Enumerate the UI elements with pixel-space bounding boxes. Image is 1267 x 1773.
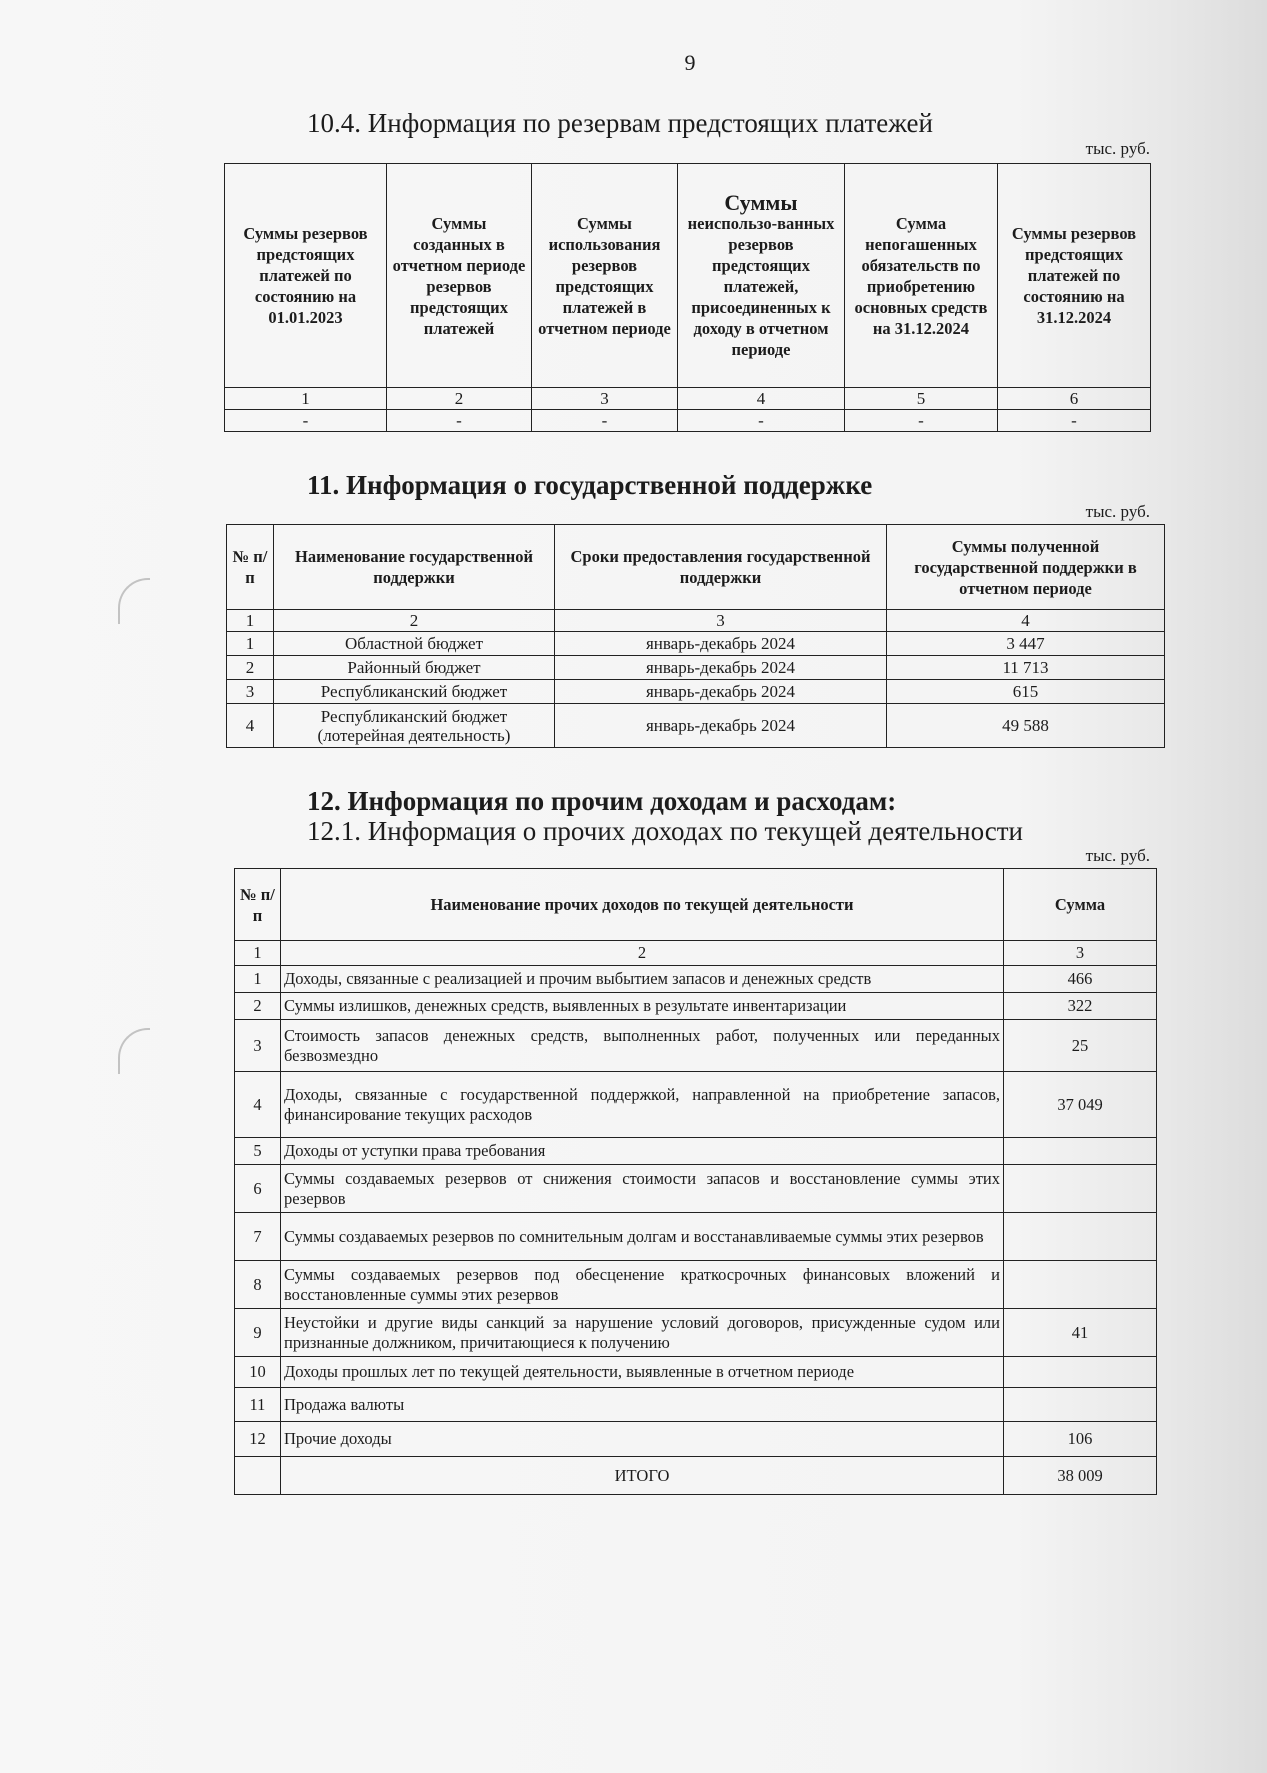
column-number: 2 — [387, 388, 532, 410]
income-name: Продажа валюты — [281, 1388, 1004, 1422]
header-cell: Наименование государственной поддержки — [274, 525, 555, 610]
income-name: Суммы создаваемых резервов под обесценение краткосрочных финансовых вложений и восстановленные суммы этих резервов — [281, 1261, 1004, 1309]
table-row — [235, 993, 1157, 1020]
table-cell: - — [678, 410, 845, 432]
income-name: Доходы, связанные с государственной поддержкой, направленной на приобретение запасов, финансирование текущих расходов — [281, 1072, 1004, 1138]
header-cell: Суммы полученной государственной поддержки в отчетном периоде — [887, 525, 1165, 610]
row-number: 3 — [235, 1020, 281, 1072]
section-10-4-unit: тыс. руб. — [1085, 139, 1150, 158]
column-number: 3 — [1004, 941, 1157, 966]
section-12-1-unit: тыс. руб. — [1085, 846, 1150, 865]
table-row — [235, 1309, 1157, 1357]
column-number: 4 — [887, 610, 1165, 632]
table-cell — [235, 1457, 281, 1495]
support-name: Республиканский бюджет (лотерейная деятельность) — [274, 704, 555, 748]
income-name: Суммы создаваемых резервов от снижения стоимости запасов и восстановление суммы этих резервов — [281, 1165, 1004, 1213]
header-cell: № п/п — [235, 869, 281, 941]
header-cell: Сумма — [1004, 869, 1157, 941]
income-name: Прочие доходы — [281, 1422, 1004, 1457]
row-number: 9 — [235, 1309, 281, 1357]
row-number: 11 — [235, 1388, 281, 1422]
header-cell: Наименование прочих доходов по текущей деятельности — [281, 869, 1004, 941]
support-period: январь-декабрь 2024 — [555, 680, 887, 704]
support-name: Районный бюджет — [274, 656, 555, 680]
income-amount — [1004, 1261, 1157, 1309]
income-name: Неустойки и другие виды санкций за нарушение условий договоров, присужденные судом или признанные должником, причитающиеся к получению — [281, 1309, 1004, 1357]
row-number: 7 — [235, 1213, 281, 1261]
reserves-table — [224, 163, 1151, 432]
income-amount — [1004, 1213, 1157, 1261]
table-row — [235, 1165, 1157, 1213]
income-amount: 37 049 — [1004, 1072, 1157, 1138]
table-cell: - — [845, 410, 998, 432]
column-number: 1 — [235, 941, 281, 966]
income-amount: 106 — [1004, 1422, 1157, 1457]
row-number: 2 — [227, 656, 274, 680]
column-number: 6 — [998, 388, 1151, 410]
column-number-row — [225, 388, 1151, 410]
table-row — [235, 1261, 1157, 1309]
row-number: 1 — [227, 632, 274, 656]
income-amount: 25 — [1004, 1020, 1157, 1072]
header-cell: Сумма непогашенных обязательств по приобретению основных средств на 31.12.2024 — [845, 164, 998, 388]
row-number: 4 — [227, 704, 274, 748]
header-cell: № п/п — [227, 525, 274, 610]
table-row — [235, 966, 1157, 993]
income-name: Доходы, связанные с реализацией и прочим выбытием запасов и денежных средств — [281, 966, 1004, 993]
state-support-table — [226, 524, 1165, 748]
section-10-4-title: 10.4. Информация по резервам предстоящих платежей — [307, 108, 933, 138]
income-amount: 466 — [1004, 966, 1157, 993]
row-number: 2 — [235, 993, 281, 1020]
column-number: 1 — [225, 388, 387, 410]
section-12-1-title: 12.1. Информация о прочих доходах по текущей деятельности — [307, 816, 1024, 846]
table-header-row — [225, 164, 1151, 388]
income-amount — [1004, 1357, 1157, 1388]
row-number: 6 — [235, 1165, 281, 1213]
table-cell: - — [532, 410, 678, 432]
row-number: 5 — [235, 1138, 281, 1165]
table-row — [235, 1138, 1157, 1165]
income-amount — [1004, 1138, 1157, 1165]
column-number: 2 — [274, 610, 555, 632]
column-number: 1 — [227, 610, 274, 632]
table-cell: - — [225, 410, 387, 432]
income-amount — [1004, 1388, 1157, 1422]
header-cell-top: Суммы — [724, 189, 798, 215]
header-cell — [678, 164, 845, 388]
row-number: 3 — [227, 680, 274, 704]
section-11-unit: тыс. руб. — [1085, 502, 1150, 521]
section-11-title: 11. Информация о государственной поддержке — [307, 470, 873, 500]
income-amount: 322 — [1004, 993, 1157, 1020]
income-name: Доходы прошлых лет по текущей деятельности, выявленные в отчетном периоде — [281, 1357, 1004, 1388]
income-name: Доходы от уступки права требования — [281, 1138, 1004, 1165]
support-amount: 3 447 — [887, 632, 1165, 656]
income-amount: 41 — [1004, 1309, 1157, 1357]
row-number: 1 — [235, 966, 281, 993]
row-number: 12 — [235, 1422, 281, 1457]
support-amount: 11 713 — [887, 656, 1165, 680]
column-number-row — [227, 610, 1165, 632]
income-amount — [1004, 1165, 1157, 1213]
column-number: 5 — [845, 388, 998, 410]
header-cell-rest: неиспользо-ванных резервов предстоящих платежей, присоединенных к доходу в отчетном периоде — [687, 213, 835, 359]
table-row — [227, 680, 1165, 704]
table-row — [227, 632, 1165, 656]
header-cell: Суммы резервов предстоящих платежей по состоянию на 31.12.2024 — [998, 164, 1151, 388]
income-name: Суммы излишков, денежных средств, выявленных в результате инвентаризации — [281, 993, 1004, 1020]
table-row — [235, 1357, 1157, 1388]
table-row — [227, 704, 1165, 748]
income-name: Суммы создаваемых резервов по сомнительным долгам и восстанавливаемые суммы этих резервов — [281, 1213, 1004, 1261]
table-row — [235, 1422, 1157, 1457]
column-number-row — [235, 941, 1157, 966]
page-number: 9 — [684, 50, 696, 75]
support-period: январь-декабрь 2024 — [555, 704, 887, 748]
row-number: 8 — [235, 1261, 281, 1309]
section-12-title: 12. Информация по прочим доходам и расходам: — [307, 786, 897, 816]
total-row — [235, 1457, 1157, 1495]
other-income-table — [234, 868, 1157, 1495]
support-period: январь-декабрь 2024 — [555, 632, 887, 656]
table-row — [235, 1213, 1157, 1261]
total-value: 38 009 — [1004, 1457, 1157, 1495]
row-number: 10 — [235, 1357, 281, 1388]
header-cell: Суммы использования резервов предстоящих платежей в отчетном периоде — [532, 164, 678, 388]
support-amount: 615 — [887, 680, 1165, 704]
column-number: 4 — [678, 388, 845, 410]
table-row — [235, 1072, 1157, 1138]
table-row — [235, 1020, 1157, 1072]
row-number: 4 — [235, 1072, 281, 1138]
table-header-row — [227, 525, 1165, 610]
scan-artifact — [118, 578, 150, 624]
column-number: 3 — [555, 610, 887, 632]
table-header-row — [235, 869, 1157, 941]
column-number: 2 — [281, 941, 1004, 966]
support-amount: 49 588 — [887, 704, 1165, 748]
support-name: Республиканский бюджет — [274, 680, 555, 704]
support-period: январь-декабрь 2024 — [555, 656, 887, 680]
column-number: 3 — [532, 388, 678, 410]
table-cell: - — [998, 410, 1151, 432]
table-row — [235, 1388, 1157, 1422]
header-cell: Суммы созданных в отчетном периоде резервов предстоящих платежей — [387, 164, 532, 388]
total-label: ИТОГО — [281, 1457, 1004, 1495]
table-row — [227, 656, 1165, 680]
table-cell: - — [387, 410, 532, 432]
support-name: Областной бюджет — [274, 632, 555, 656]
scan-artifact — [118, 1028, 150, 1074]
header-cell: Суммы резервов предстоящих платежей по состоянию на 01.01.2023 — [225, 164, 387, 388]
header-cell: Сроки предоставления государственной поддержки — [555, 525, 887, 610]
income-name: Стоимость запасов денежных средств, выполненных работ, полученных или переданных безвозмездно — [281, 1020, 1004, 1072]
table-row — [225, 410, 1151, 432]
